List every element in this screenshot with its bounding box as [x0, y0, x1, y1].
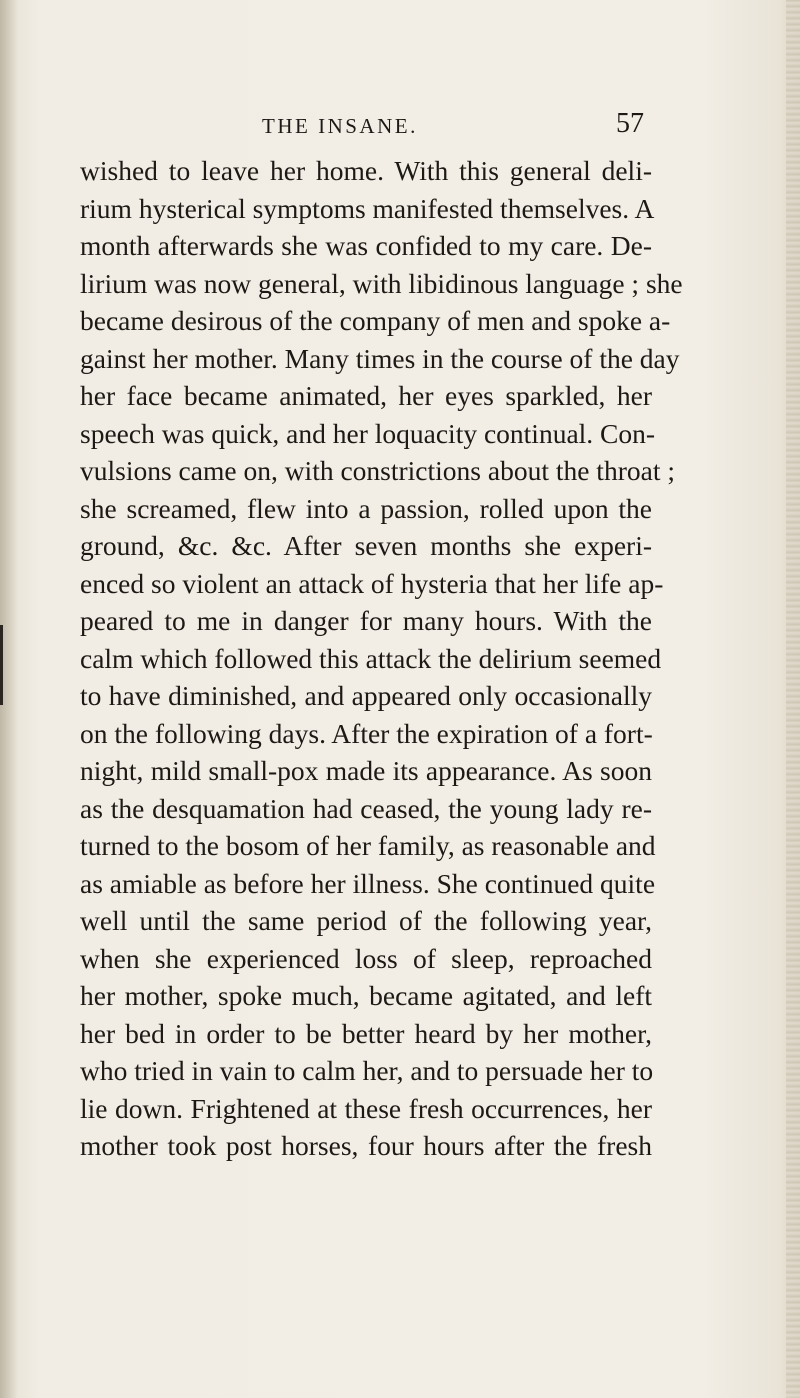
text-line: when she experienced loss of sleep, reproached [80, 942, 652, 974]
body-text [80, 152, 683, 1165]
text-line: as the desquamation had ceased, the young lady re- [80, 792, 652, 824]
margin-mark [0, 625, 3, 705]
text-line: peared to me in danger for many hours. With the [80, 605, 652, 636]
text-line: her mother, spoke much, became agitated, and left [80, 980, 652, 1011]
text-line: became desirous of the company of men and spoke a- [80, 305, 671, 336]
text-line: month afterwards she was confided to my care. De- [80, 230, 652, 261]
text-line: gainst her mother. Many times in the course of the day [80, 342, 680, 374]
page-edge [786, 0, 800, 1398]
text-line: night, mild small-pox made its appearance. As soon [80, 755, 652, 786]
text-line: as amiable as before her illness. She continued quite [80, 867, 656, 899]
text-line: to have diminished, and appeared only occasionally [80, 680, 652, 711]
text-line: turned to the bosom of her family, as reasonable and [80, 830, 656, 861]
text-line: well until the same period of the following year, [80, 905, 652, 936]
text-line: lirium was now general, with libidinous language ; she [80, 267, 683, 299]
text-line: calm which followed this attack the delirium seemed [80, 642, 662, 674]
text-line: wished to leave her home. With this general deli- [80, 155, 652, 186]
page-number: 57 [616, 108, 644, 139]
text-line: who tried in vain to calm her, and to persuade her to [80, 1055, 654, 1086]
text-line: her bed in order to be better heard by her mother, [80, 1017, 652, 1049]
text-line: rium hysterical symptoms manifested themselves. A [80, 192, 655, 224]
running-head: THE INSANE. [262, 114, 418, 138]
text-line: lie down. Frightened at these fresh occurrences, her [80, 1092, 652, 1124]
page-header [0, 108, 800, 144]
text-line: her face became animated, her eyes sparkled, her [80, 380, 652, 411]
text-line: mother took post horses, four hours after the fresh [80, 1130, 652, 1161]
text-line: speech was quick, and her loquacity continual. Con- [80, 417, 656, 449]
text-line: enced so violent an attack of hysteria that her life ap- [80, 567, 664, 599]
text-line: she screamed, flew into a passion, rolled upon the [80, 492, 652, 524]
text-line: on the following days. After the expiration of a fort- [80, 717, 653, 749]
text-line: ground, &c. &c. After seven months she experi- [80, 530, 652, 561]
text-line: vulsions came on, with constrictions about the throat ; [80, 455, 675, 486]
